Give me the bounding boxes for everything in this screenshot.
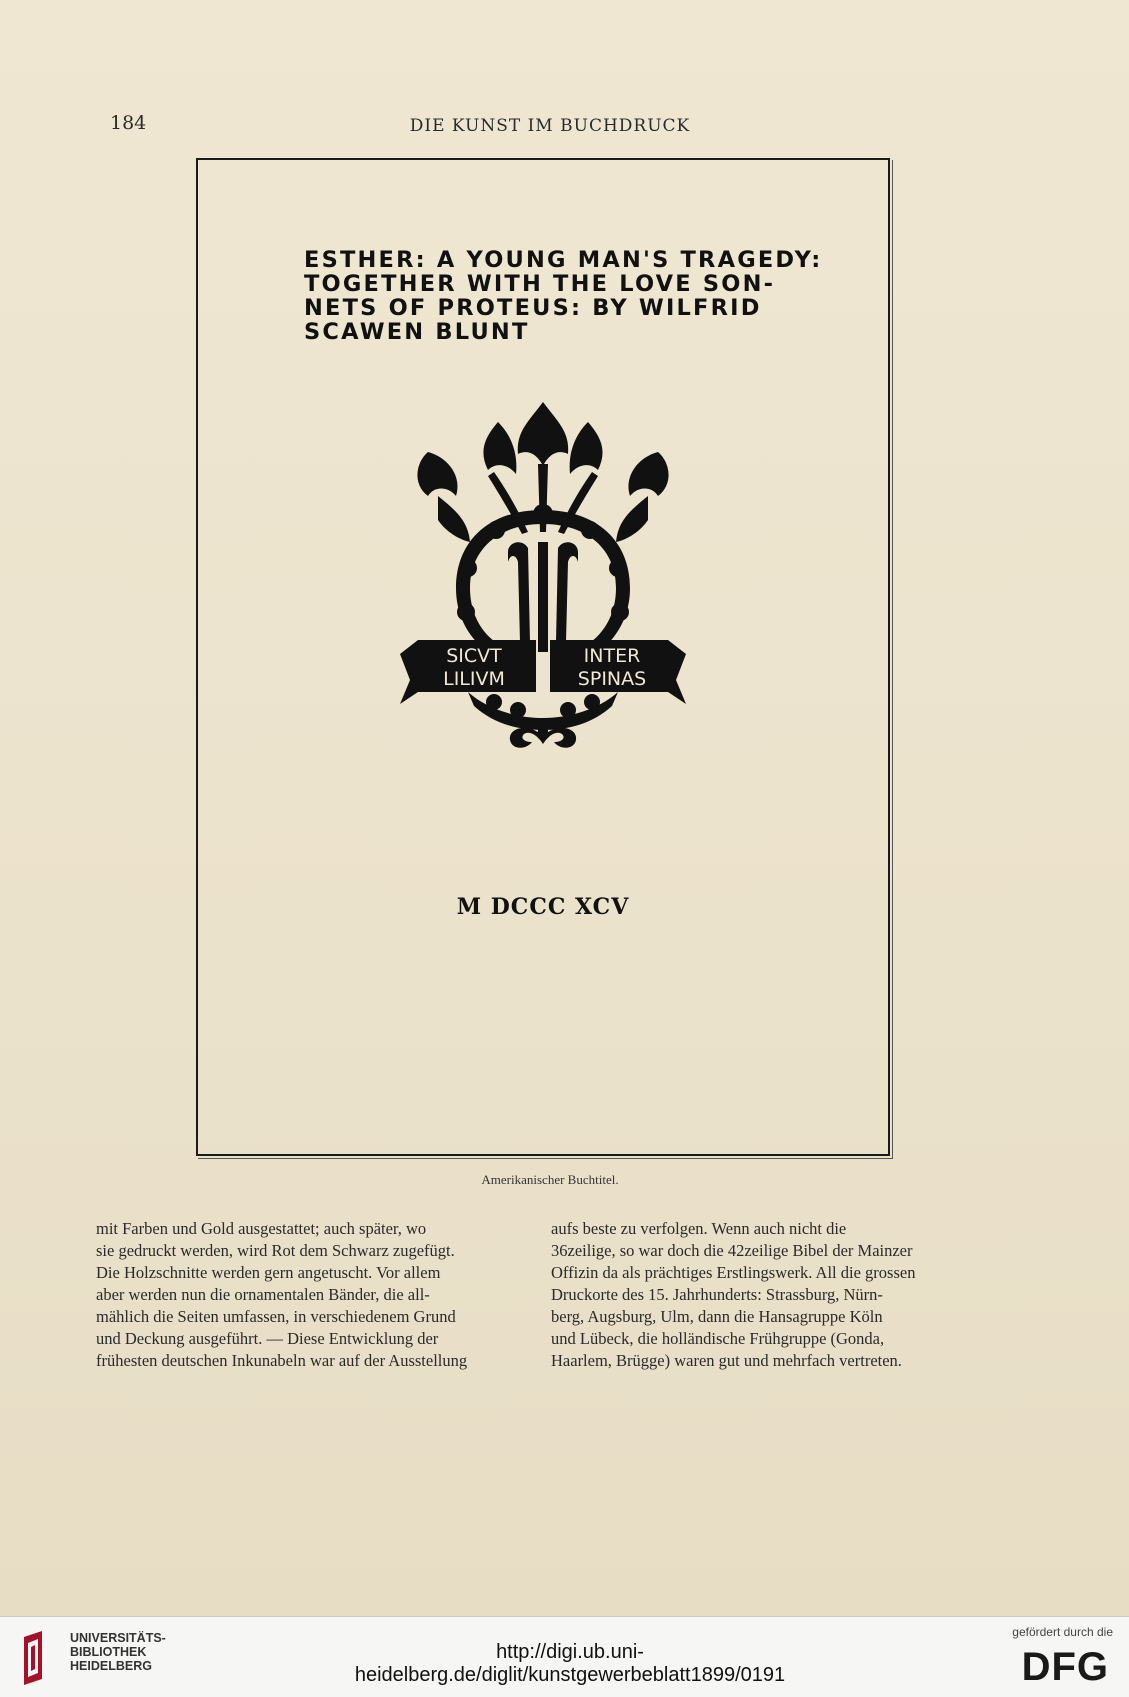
banner-text: SPINAS	[577, 668, 647, 690]
banner-text: SICVT	[446, 645, 502, 667]
text-line: Offizin da als prächtiges Erstlingswerk. All die grossen	[551, 1263, 916, 1282]
text-line: frühesten deutschen Inkunabeln war auf der Ausstellung	[96, 1351, 468, 1370]
page-number: 184	[110, 112, 147, 134]
text-line: Druckorte des 15. Jahrhunderts: Strassburg, Nürn-	[551, 1285, 883, 1304]
text-column-right	[551, 1218, 981, 1372]
text-line: 36zeilige, so war doch die 42zeilige Bibel der Mainzer	[551, 1241, 913, 1260]
lily-emblem-icon	[398, 392, 688, 752]
text-line: aufs beste zu verfolgen. Wenn auch nicht die	[551, 1219, 847, 1238]
ub-heidelberg-logo-icon[interactable]	[20, 1629, 64, 1685]
text-line: aber werden nun die ornamentalen Bänder, die all-	[96, 1285, 430, 1304]
publication-date: M DCCC XCV	[456, 894, 630, 920]
book-title	[304, 247, 823, 345]
banner-text: INTER	[583, 645, 641, 667]
text-line: berg, Augsburg, Ulm, dann die Hansagruppe Köln	[551, 1307, 883, 1326]
text-line: Haarlem, Brügge) waren gut und mehrfach vertreten.	[551, 1351, 902, 1370]
title-line: NETS OF PROTEUS: BY WILFRID	[304, 295, 762, 321]
text-line: Die Holzschnitte werden gern angetuscht. Vor allem	[96, 1263, 441, 1282]
library-name-line: BIBLIOTHEK	[70, 1645, 147, 1659]
text-line: mit Farben und Gold ausgestattet; auch später, wo	[96, 1219, 427, 1238]
text-line: und Deckung ausgeführt. — Diese Entwicklung der	[96, 1329, 439, 1348]
text-line: mählich die Seiten umfassen, in verschiedenem Grund	[96, 1307, 456, 1326]
library-name-line: UNIVERSITÄTS-	[70, 1631, 166, 1645]
running-title: DIE KUNST IM BUCHDRUCK	[409, 116, 691, 136]
title-line: TOGETHER WITH THE LOVE SON-	[304, 271, 776, 297]
library-name	[70, 1631, 166, 1673]
book-title-figure	[196, 158, 890, 1156]
figure-caption: Amerikanischer Buchtitel.	[481, 1172, 619, 1187]
dfg-logo[interactable]: DFG	[1021, 1645, 1109, 1689]
library-name-line: HEIDELBERG	[70, 1659, 152, 1673]
text-column-left	[96, 1218, 526, 1372]
footer-bar	[0, 1616, 1129, 1697]
title-line: ESTHER: A YOUNG MAN'S TRAGEDY:	[304, 247, 823, 273]
title-line: SCAWEN BLUNT	[304, 319, 530, 345]
banner-text: LILIVM	[443, 668, 505, 690]
funded-by-text: gefördert durch die	[1012, 1625, 1113, 1639]
text-line: und Lübeck, die holländische Frühgruppe (Gonda,	[551, 1329, 885, 1348]
text-line: sie gedruckt werden, wird Rot dem Schwarz zugefügt.	[96, 1241, 455, 1260]
permalink-url[interactable]: http://digi.ub.uni-heidelberg.de/diglit/kunstgewerbeblatt1899/0191	[354, 1641, 786, 1686]
